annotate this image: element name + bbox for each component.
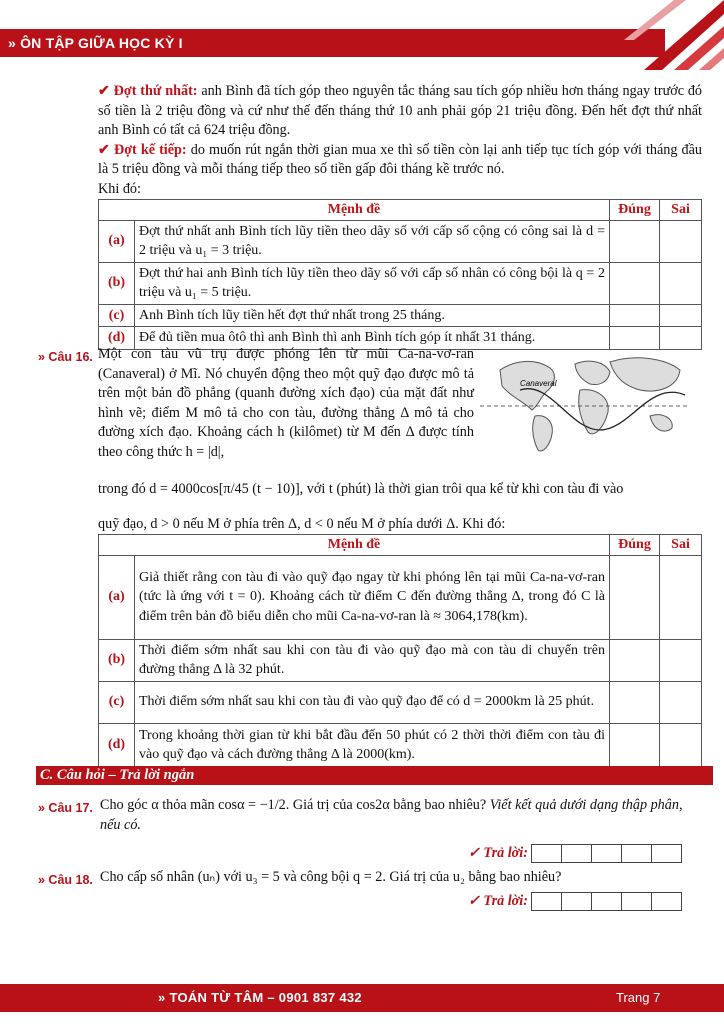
true-cell[interactable] <box>610 555 660 639</box>
row-label: (c) <box>99 681 135 723</box>
statement-table-1 <box>98 199 702 350</box>
header-false: Sai <box>660 535 702 556</box>
row-statement: Trong khoảng thời gian từ khi bắt đầu đến 50 phút có 2 thời thời điểm con tàu đi vào quỹ đạo và cách đường thẳng Δ là 2000(km). <box>135 723 610 767</box>
false-cell[interactable] <box>660 639 702 681</box>
row-label: (d) <box>99 327 135 350</box>
header-bar <box>0 29 665 57</box>
row-label: (b) <box>99 262 135 304</box>
false-cell[interactable] <box>660 555 702 639</box>
false-cell[interactable] <box>660 327 702 350</box>
true-cell[interactable] <box>610 723 660 767</box>
table-row <box>99 304 702 327</box>
table-row <box>99 681 702 723</box>
true-cell[interactable] <box>610 681 660 723</box>
true-cell[interactable] <box>610 639 660 681</box>
row-label: (a) <box>99 220 135 262</box>
map-label-canaveral: Canaveral <box>520 379 557 388</box>
false-cell[interactable] <box>660 723 702 767</box>
q17-note: Viết kết quả dưới dạng thập phân, nếu có. <box>100 797 683 833</box>
row-label: (d) <box>99 723 135 767</box>
row-statement: Anh Bình tích lũy tiền hết đợt thứ nhất trong 25 tháng. <box>135 304 610 327</box>
footer-contact: » TOÁN TỪ TÂM – 0901 837 432 <box>158 990 362 1005</box>
phase2-text: do muốn rút ngắn thời gian mua xe thì số tiền còn lại anh tiếp tục tích góp với tháng đầu là 5 triệu đồng và mỗi tháng tiếp theo số tiền gấp đôi tháng kề trước nó. <box>98 141 703 177</box>
q18-label: » Câu 18. <box>38 873 93 887</box>
page-content <box>98 82 702 350</box>
footer-bar <box>0 984 724 1012</box>
header-true: Đúng <box>610 535 660 556</box>
row-statement: Thời điểm sớm nhất sau khi con tàu đi vào quỹ đạo để có d = 2000km là 25 phút. <box>135 681 610 723</box>
q18-answer <box>468 892 682 912</box>
section-c-heading <box>36 766 713 785</box>
q18-answer-boxes[interactable] <box>532 892 682 912</box>
page-number: Trang 7 <box>616 990 661 1005</box>
header-statement: Mệnh đề <box>99 535 610 556</box>
q17-answer <box>468 844 682 864</box>
khi-do-text: Khi đó: <box>98 180 141 197</box>
q18-text: Cho cấp số nhân (uₙ) với u₃ = 5 và công bội q = 2. Giá trị của u₂ bằng bao nhiêu? <box>100 869 562 885</box>
table-row <box>99 723 702 767</box>
false-cell[interactable] <box>660 262 702 304</box>
true-cell[interactable] <box>610 304 660 327</box>
row-statement: Đợt thứ hai anh Bình tích lũy tiền theo dãy số với cấp số nhân có công bội là q = 2 triệu và u₁ = 5 triệu. <box>135 262 610 304</box>
row-label: (b) <box>99 639 135 681</box>
trajectory-map <box>480 350 690 458</box>
table-row <box>99 639 702 681</box>
false-cell[interactable] <box>660 681 702 723</box>
q17-question: Cho góc α thỏa mãn cosα = −1/2. Giá trị của cos2α bằng bao nhiêu? <box>100 797 487 813</box>
true-cell[interactable] <box>610 220 660 262</box>
false-cell[interactable] <box>660 304 702 327</box>
header-true: Đúng <box>610 200 660 221</box>
false-cell[interactable] <box>660 220 702 262</box>
phase2-label: Đợt kế tiếp: <box>113 141 187 158</box>
table-row <box>99 220 702 262</box>
q18-answer-label: ✓ Trả lời: <box>468 893 528 910</box>
row-label: (c) <box>99 304 135 327</box>
q16-label: » Câu 16. <box>38 350 93 364</box>
phase1-label: Đợt thứ nhất: <box>113 83 198 99</box>
q17-text <box>100 796 704 835</box>
table-row <box>99 262 702 304</box>
phase1-paragraph: ✔ Đợt thứ nhất: anh Bình đã tích góp theo nguyên tắc tháng sau tích góp nhiều hơn tháng ngay trước đó số tiền là 2 triệu đồng và cứ như thế đến tháng thứ 10 anh phải góp 21 triệu đồng. Đến hết đợt thứ nhất anh Bình có tất cả 624 triệu đồng. <box>98 83 703 138</box>
row-label: (a) <box>99 555 135 639</box>
q17-label: » Câu 17. <box>38 801 93 815</box>
header-statement: Mệnh đề <box>99 200 610 221</box>
statement-table-2-wrap <box>98 534 702 768</box>
q16-text3: quỹ đạo, d > 0 nếu M ở phía trên Δ, d < 0 nếu M ở phía dưới Δ. Khi đó: <box>98 516 506 532</box>
phase1-text: anh Bình đã tích góp theo nguyên tắc tháng sau tích góp nhiều hơn tháng ngay trước đó số tiền là 2 triệu đồng và cứ như thế đến tháng thứ 10 anh phải góp 21 triệu đồng. Đến hết đợt thứ nhất anh Bình có tất cả 624 triệu đồng. <box>98 83 703 138</box>
row-statement: Để đủ tiền mua ôtô thì anh Bình thì anh Bình tích góp ít nhất 31 tháng. <box>135 327 610 350</box>
phase2-paragraph: ✔ Đợt kế tiếp: do muốn rút ngắn thời gian mua xe thì số tiền còn lại anh tiếp tục tích góp với tháng đầu là 5 triệu đồng và mỗi tháng tiếp theo số tiền gấp đôi tháng kề trước nó. <box>98 141 703 177</box>
header-false: Sai <box>660 200 702 221</box>
statement-table-2 <box>98 534 702 768</box>
header-decoration <box>614 0 724 70</box>
section-c-title: C. Câu hỏi – Trả lời ngắn <box>40 767 195 783</box>
row-statement: Đợt thứ nhất anh Bình tích lũy tiền theo dãy số với cấp số cộng có công sai là d = 2 triệu và u₁ = 3 triệu. <box>135 220 610 262</box>
q17-answer-boxes[interactable] <box>532 844 682 864</box>
true-cell[interactable] <box>610 262 660 304</box>
q16-text2: trong đó d = 4000cos[π/45 (t − 10)], với t (phút) là thời gian trôi qua kể từ khi con tàu đi vào <box>98 481 624 497</box>
q17-answer-label: ✓ Trả lời: <box>468 845 528 862</box>
q16-text1: Một con tàu vũ trụ được phóng lên từ mũi Ca-na-vơ-ran (Canaveral) ở Mĩ. Nó chuyển động theo một quỹ đạo được mô tả trên một bản đồ phẳng (quanh đường xích đạo) của mặt đất như hình vẽ; điểm M mô tả cho con tàu, đường thẳng Δ mô tả cho đường xích đạo. Khoảng cách h (kilômet) từ M đến Δ được tính theo công thức h = |d|, <box>98 346 474 460</box>
header-title: » ÔN TẬP GIỮA HỌC KỲ I <box>8 35 183 51</box>
true-cell[interactable] <box>610 327 660 350</box>
row-statement: Giả thiết rằng con tàu đi vào quỹ đạo ngay từ khi phóng lên tại mũi Ca-na-vơ-ran (tức là ứng với t = 0). Khoảng cách từ điểm C đến đường thẳng Δ, trong đó C là điểm trên bản đồ biểu diễn cho mũi Ca-na-vơ-ran là ≈ 3064,178(km). <box>135 555 610 639</box>
row-statement: Thời điểm sớm nhất sau khi con tàu đi vào quỹ đạo mà con tàu di chuyển trên đường thẳng Δ là 32 phút. <box>135 639 610 681</box>
table-row <box>99 555 702 639</box>
